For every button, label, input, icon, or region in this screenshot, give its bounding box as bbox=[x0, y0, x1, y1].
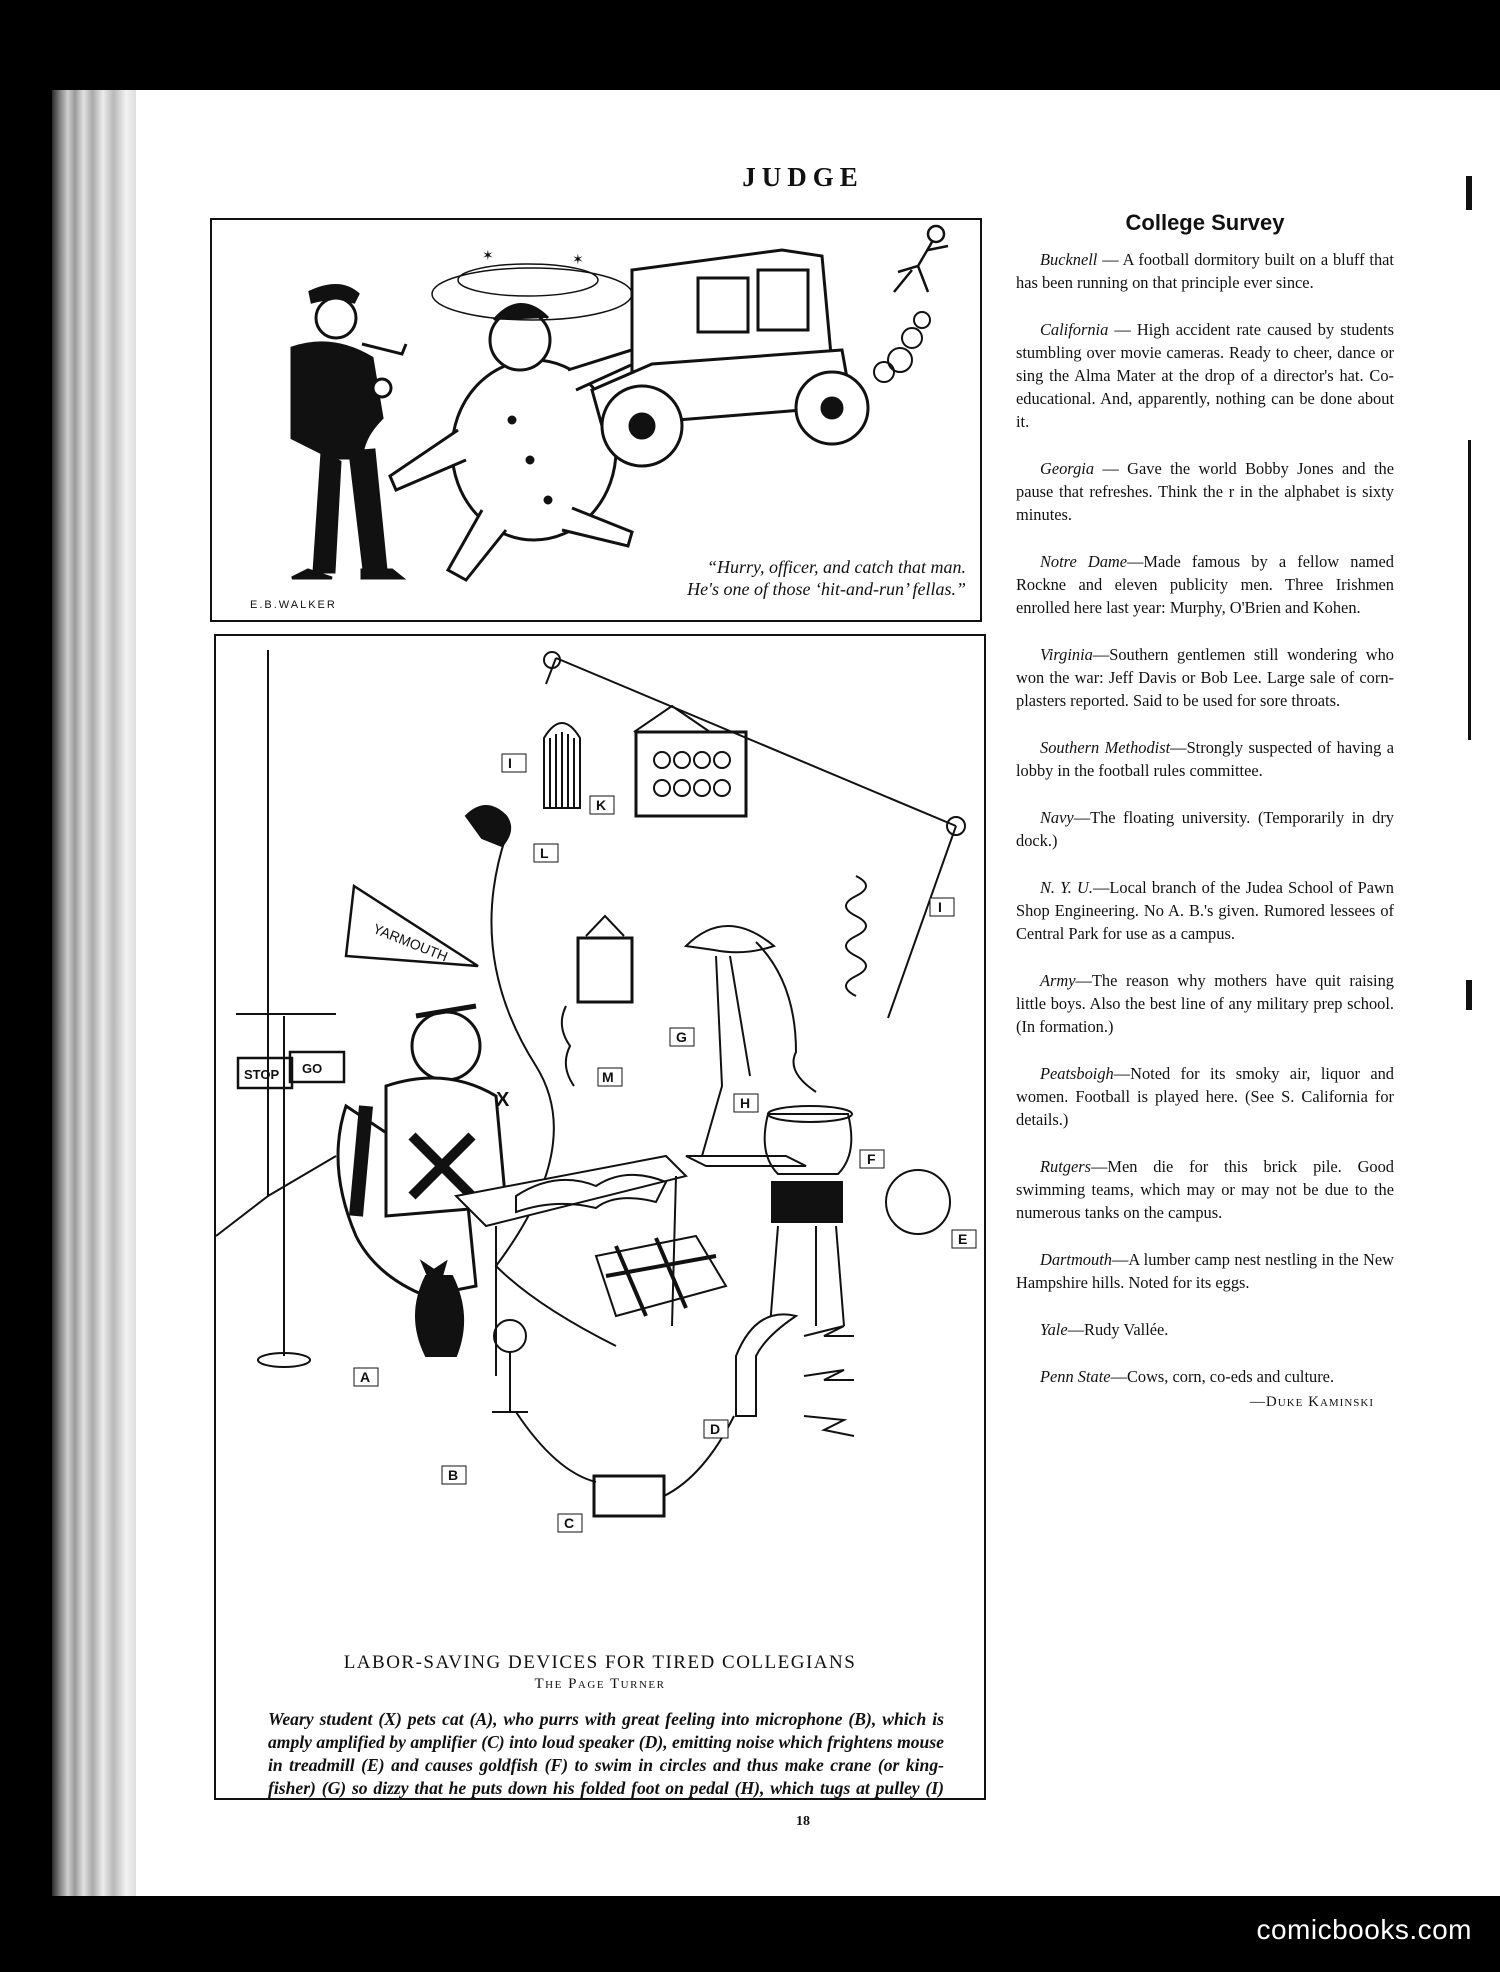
survey-entry: Peatsboigh—Noted for its smoky air, liquor and women. Football is played here. (See S. California for details.) bbox=[1016, 1064, 1394, 1129]
svg-text:G: G bbox=[676, 1029, 687, 1045]
svg-text:K: K bbox=[596, 797, 607, 813]
label-a bbox=[354, 1368, 378, 1386]
label-b bbox=[442, 1466, 466, 1484]
portrait-frame bbox=[578, 938, 632, 1002]
shelf bbox=[686, 1156, 806, 1166]
survey-entry: Virginia—Southern gentlemen still wondering who won the war: Jeff Davis or Bob Lee. Large sale of corn-plasters reported. Said to be used for sore throats. bbox=[1016, 645, 1394, 710]
svg-text:A: A bbox=[360, 1369, 371, 1385]
label-f bbox=[860, 1150, 884, 1168]
survey-title: College Survey bbox=[1125, 210, 1285, 235]
svg-text:C: C bbox=[564, 1515, 575, 1531]
label-d bbox=[704, 1420, 728, 1438]
amplifier-box bbox=[594, 1476, 664, 1516]
pennant-text: YARMOUTH bbox=[370, 920, 451, 965]
artist-signature: E.B.WALKER bbox=[250, 599, 337, 611]
survey-entry: Southern Methodist—Strongly suspected of having a lobby in the football rules committee. bbox=[1016, 738, 1394, 780]
label-x: X bbox=[496, 1089, 510, 1111]
mouse-treadmill bbox=[886, 1170, 950, 1234]
page-number: 18 bbox=[796, 1814, 810, 1829]
svg-text:F: F bbox=[867, 1151, 876, 1167]
binding-mark bbox=[1468, 440, 1471, 740]
bottom-cartoon-subtitle: The Page Turner bbox=[534, 1676, 666, 1692]
book-page-stack bbox=[52, 90, 140, 1896]
survey-entry: Notre Dame—Made famous by a fellow named Rockne and eleven publicity men. Three Irishmen enrolled here last year: Murphy, O'Brien and Kohen. bbox=[1016, 552, 1394, 617]
spring bbox=[846, 876, 866, 996]
label-l bbox=[534, 844, 558, 862]
survey-byline: —Duke Kaminski bbox=[1249, 1394, 1374, 1410]
survey-entry: Penn State—Cows, corn, co-eds and culture. bbox=[1040, 1367, 1335, 1386]
birdcage bbox=[544, 723, 580, 808]
svg-text:L: L bbox=[540, 845, 549, 861]
loud-speaker-horn bbox=[736, 1314, 796, 1416]
binding-mark bbox=[1466, 980, 1472, 1010]
label-e bbox=[952, 1230, 976, 1248]
bottom-cartoon-title: LABOR-SAVING DEVICES FOR TIRED COLLEGIANS bbox=[343, 1652, 857, 1673]
label-g bbox=[670, 1028, 694, 1046]
microphone bbox=[492, 1320, 528, 1412]
survey-entry: California — High accident rate caused by students stumbling over movie cameras. Ready to cheer, dance or sing the Alma Mater at the drop of a director's hat. Co-educational. And, apparently, nothing can be done about it. bbox=[1016, 320, 1394, 431]
ceiling-pulley bbox=[544, 652, 560, 668]
site-watermark: comicbooks.com bbox=[1256, 1914, 1472, 1945]
survey-entry: Army—The reason why mothers have quit raising little boys. Also the best line of any military prep school. (In formation.) bbox=[1016, 971, 1394, 1036]
survey-entry: Bucknell — A football dormitory built on a bluff that has been running on that principle ever since. bbox=[1016, 250, 1394, 292]
sign-stop-text: STOP bbox=[244, 1067, 280, 1082]
label-m bbox=[598, 1068, 622, 1086]
car-illustration bbox=[592, 250, 868, 466]
svg-text:✶: ✶ bbox=[572, 251, 584, 267]
masthead: JUDGE bbox=[742, 162, 864, 192]
svg-text:E: E bbox=[958, 1231, 968, 1247]
fleeing-driver-figure bbox=[894, 226, 948, 292]
label-h bbox=[734, 1094, 758, 1112]
homing-pigeon bbox=[466, 806, 510, 846]
bottom-cartoon-heading bbox=[216, 1652, 984, 1693]
sign-go-text: GO bbox=[302, 1061, 323, 1076]
survey-entry: Georgia — Gave the world Bobby Jones and the pause that refreshes. Think the r in the alphabet is sixty minutes. bbox=[1016, 459, 1394, 524]
svg-text:M: M bbox=[602, 1069, 614, 1085]
rube-goldberg-illustration bbox=[216, 636, 984, 1636]
label-c bbox=[558, 1514, 582, 1532]
svg-text:H: H bbox=[740, 1095, 751, 1111]
binding-mark bbox=[1466, 176, 1472, 210]
label-i bbox=[930, 898, 954, 916]
svg-text:B: B bbox=[448, 1467, 459, 1483]
survey-entry: Dartmouth—A lumber camp nest nestling in the New Hampshire hills. Noted for its eggs. bbox=[1016, 1250, 1394, 1292]
weary-student-figure bbox=[338, 1006, 506, 1296]
svg-text:✶: ✶ bbox=[482, 247, 494, 263]
label-k bbox=[590, 796, 614, 814]
svg-text:D: D bbox=[710, 1421, 721, 1437]
survey-entry: Navy—The floating university. (Temporarily in dry dock.) bbox=[1016, 808, 1394, 850]
bottom-cartoon-description: Weary student (X) pets cat (A), who purrs with great feeling into microphone (B), which is amply amplified by amplifier (C) into loud speaker (D), emitting noise which frightens mouse in treadmill (E) and causes goldfish (F) to swim in circles and thus make crane (or king-fisher) (G) so dizzy that he puts down his folded foot on pedal (H), which tugs at pulley (I) bbox=[268, 1709, 944, 1798]
svg-text:I: I bbox=[508, 755, 512, 771]
survey-entry: Yale—Rudy Vallée. bbox=[1040, 1320, 1169, 1339]
magazine-page bbox=[136, 90, 1470, 1896]
survey-entry: N. Y. U.—Local branch of the Judea School of Pawn Shop Engineering. No A. B.'s given. Rumored lessees of Central Park for use as a campus. bbox=[1016, 878, 1394, 943]
exhaust-puffs bbox=[874, 312, 930, 382]
yarmouth-pennant bbox=[346, 886, 478, 966]
team-photo-frame bbox=[634, 706, 746, 816]
goldfish-bowl bbox=[765, 1106, 852, 1326]
top-cartoon-panel bbox=[210, 218, 982, 622]
bottom-cartoon-panel bbox=[214, 634, 986, 1800]
label-j bbox=[502, 754, 526, 772]
police-officer-figure bbox=[292, 285, 406, 578]
college-survey-column bbox=[1016, 210, 1394, 1411]
svg-text:I: I bbox=[938, 899, 942, 915]
survey-entry: Rutgers—Men die for this brick pile. Good swimming teams, which may or may not be due to the numerous tanks on the campus. bbox=[1016, 1157, 1394, 1222]
top-cartoon-caption: “Hurry, officer, and catch that man. He's one of those ‘hit-and-run’ fellas.” bbox=[687, 557, 966, 599]
